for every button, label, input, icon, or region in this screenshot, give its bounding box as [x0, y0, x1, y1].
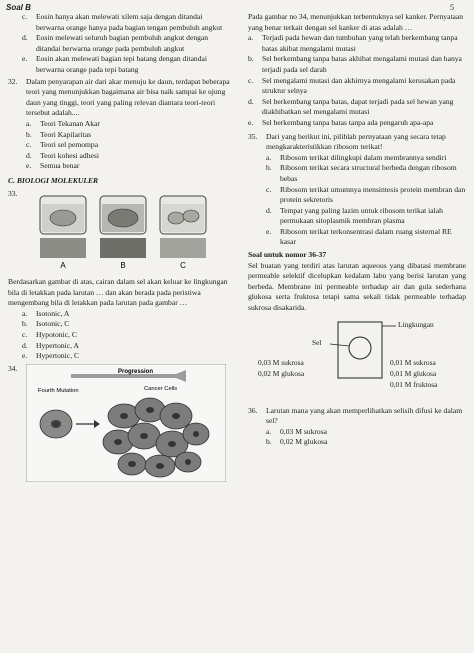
q33-option-e: e. Hypertonic, C: [22, 351, 80, 361]
fig-label-b: B: [120, 260, 126, 270]
q35-option-c: c. Ribosom terikat umumnya mensintesis protein membran dan protein sekretoris: [266, 184, 466, 205]
outside-glukosa: 0,01 M glukosa: [390, 368, 437, 378]
q35-option-b: b. Ribosom terikat secara structural berbeda dengan ribosom bebas: [266, 163, 457, 183]
cancer-figure: [26, 364, 226, 482]
q32-option-e: e. Semua benar: [26, 161, 80, 171]
q31-options: [8, 12, 230, 76]
q35-option-e: e. Ribosom terikat terkonsentrasi dalam ruang sisternal RE kasar: [266, 226, 452, 247]
question-34: 34. Progression Fourth Mutation Cancer Cells: [8, 364, 230, 482]
q34-options: [248, 33, 466, 128]
intro-text: Sel buatan yang terdiri atas larutan aqueous yang dibatasi membrane permeable selektif dicelupkan kedalam labu yang berisi larutan yang berbeda. Membrane ini permeable terhadap air dan gula sederhana glukosa serta fruktosa tetapi sama sekali tidak permeable terhadap sukrosa disakarida.: [248, 260, 466, 313]
beaker-figure: [36, 192, 214, 270]
outside-sukrosa: 0,01 M sukrosa: [390, 357, 436, 367]
q31-option-e: e. Eosin akan melewati bagian tepi batang dengan ditandai berwarna orange pada tepi batang: [22, 54, 208, 74]
outside-fruktosa: 0,01 M fruktosa: [390, 379, 438, 389]
fig-label-c: C: [180, 260, 186, 270]
fourth-mutation-label: Fourth Mutation: [38, 387, 79, 394]
progression-label: Progression: [118, 368, 154, 375]
cells-c: [160, 238, 206, 258]
left-column: [8, 12, 230, 482]
beaker-b: [100, 196, 146, 234]
q36-text: Larutan mana yang akan memperlihatkan selisih difusi ke dalam sel?: [266, 405, 463, 426]
right-column: [248, 12, 466, 448]
inside-sukrosa: 0,03 M sukrosa: [258, 357, 304, 367]
q32-option-c: c. Teori sel pemompa: [26, 140, 99, 150]
q34-option-c: c. Sel mengalami mutasi dan akhirnya mengalami kerusakan pada struktur selnya: [248, 75, 456, 96]
soal-label: Soal B: [6, 3, 31, 12]
q34-text: Pada gambar no 34, menunjukkan terbentuknya sel kanker. Pernyataan yang benar terkait dengan sel kanker di atas adalah …: [248, 12, 464, 32]
beaker-a: [40, 196, 86, 234]
fig-label-a: A: [60, 260, 66, 270]
q33-option-d: d. Hypertonic, A: [22, 340, 80, 350]
q34-option-e: e. Sel berkembang tanpa batas tanpa ada pengaruh apa-apa: [248, 117, 434, 127]
cancer-cells-label: Cancer Cells: [144, 385, 178, 392]
q31-option-c: c. Eosin hanya akan melewati xilem saja dengan ditandai berwarna orange hanya pada bagian tengan pembuluh angkut: [22, 12, 223, 32]
cells-b: [100, 238, 146, 258]
q32-text: Dalam penyarapan air dari akar menuju ke daun, terdapat beberapa teori yang menunjukkan bagaimana air bisa naik sampai ke ujung daun yang tinggi, teori yang paling relevan diantara teori-teori tersebut adalah....: [26, 76, 230, 118]
q35-option-a: a. Ribosom terikat dilingkupi dalam membrannya sendiri: [266, 152, 447, 162]
q33-option-b: b. Isotonic, C: [22, 319, 70, 329]
q34-option-d: d. Sel berkembang tanpa batas, dapat terjadi pada sel hewan yang diakhibatkan sel mengalami mutasi: [248, 96, 454, 117]
question-32: 32. Dalam penyarapan air dari akar menuju ke daun, terdapat beberapa teori yang menunjukkan bagaimana air bisa naik sampai ke ujung daun yang tinggi, teori yang paling relevan diantara teori-teori tersebut adalah.... a. Teori Tekanan Akar b. Teori Kapilaritas c. Teori sel pemompa d. Teori kohesi adhesi e. Semua benar: [8, 76, 230, 171]
q36-option-b: b. 0,02 M glukosa: [266, 437, 328, 447]
cell-diagram: [248, 318, 466, 404]
soal-heading: Soal untuk nomor 36-37: [248, 250, 327, 260]
q33-option-c: c. Hypotonic, C: [22, 330, 77, 340]
q35-option-d: d. Tempat yang paling lazim untuk ribosom terikat ialah permukaan sitoplasmik membran plasma: [266, 205, 443, 226]
lingkungan-label: Lingkungan: [398, 319, 434, 329]
cells-a: [40, 238, 86, 258]
section-heading: C. BIOLOGI MOLEKULER: [8, 175, 99, 185]
q34-option-b: b. Sel berkembang tanpa batas akhibat mengalami mutasi dan hanya terjadi pada sel darah: [248, 54, 462, 74]
q31-option-d: d. Eosin melewati seluruh bagian pembuluh angkut dengan ditandai berwarna orange pada pembuluh angkut: [22, 33, 209, 53]
q35-text: Dari yang berikut ini, pilihlah pernyataan yang secara tetap mengkarakteristikkan ribosom terikat!: [266, 131, 446, 152]
q32-option-d: d. Teori kohesi adhesi: [26, 150, 99, 160]
artificial-cell: [349, 337, 371, 359]
question-33: 33. A B C: [8, 189, 230, 278]
sel-label: Sel: [312, 337, 322, 347]
inside-glukosa: 0,02 M glukosa: [258, 368, 305, 378]
q32-option-a: a. Teori Tekanan Akar: [26, 118, 100, 128]
q33-text: Berdasarkan gambar di atas, cairan dalam sel akan keluar ke lingkungan bila di letakkan pada larutan … dan akan berada pada peristiwa mengembang bila di letakkan pada larutan pada gambar …: [8, 277, 228, 308]
q32-option-b: b. Teori Kapilaritas: [26, 129, 92, 139]
page-number: 5: [450, 3, 454, 12]
q34-option-a: a. Terjadi pada hewan dan tumbuhan yang telah berkembang tanpa batas akibat mengalami mutasi: [248, 33, 458, 53]
q36-option-a: a. 0,03 M sukrosa: [266, 426, 328, 436]
q33-options: [8, 309, 230, 362]
question-35: 35. Dari yang berikut ini, pilihlah pernyataan yang secara tetap mengkarakteristikkan ribosom terikat! a. Ribosom terikat dilingkupi dalam membrannya sendiri b. Ribosom terikat secara structural berbeda dengan ribosom bebas c. Ribosom terikat umumnya mensintesis protein membran dan protein sekretoris d. Tempat yang paling lazim untuk ribosom terikat ialah permukaan sitoplasmik membran plasma e. Ribosom terikat terkonsentrasi dalam ruang sisternal RE kasar: [248, 131, 466, 247]
q33-option-a: a. Isotonic, A: [22, 308, 70, 318]
flask-outline: [338, 322, 382, 378]
question-36: 36. Larutan mana yang akan memperlihatkan selisih difusi ke dalam sel? a. 0,03 M sukrosa b. 0,02 M glukosa: [248, 406, 466, 448]
beaker-c: [160, 196, 206, 234]
